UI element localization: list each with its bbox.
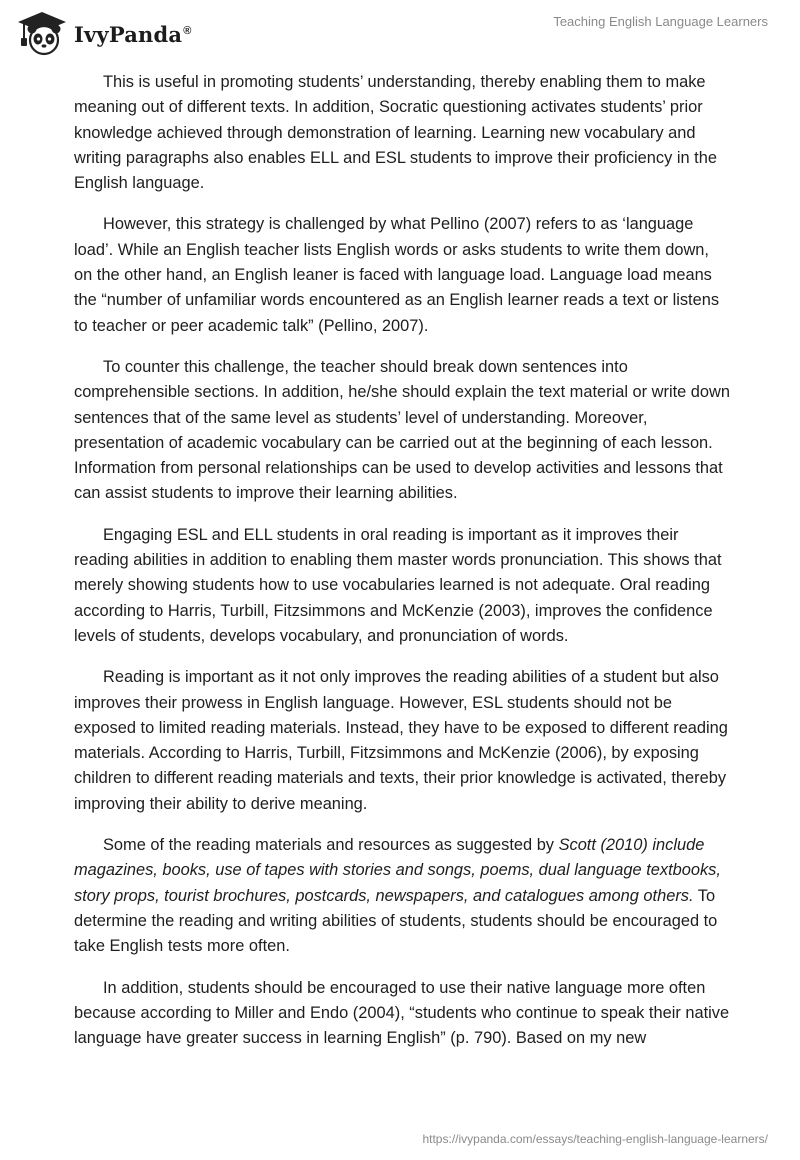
document-title: Teaching English Language Learners bbox=[553, 14, 768, 29]
essay-body bbox=[74, 70, 730, 1067]
brand-label: IvyPanda bbox=[74, 21, 183, 47]
paragraph-tail: To determine the reading and writing abilities of students, students should be encouraged to take English tests more often. bbox=[74, 886, 718, 956]
paragraph bbox=[74, 833, 730, 959]
registered-mark: ® bbox=[183, 24, 192, 37]
panda-graduation-cap-icon bbox=[14, 8, 70, 58]
paragraph-italic-citation: Scott (2010) include magazines, books, use of tapes with stories and songs, poems, dual language textbooks, story props, tourist brochures, postcards, newspapers, and catalogues among others. bbox=[74, 836, 721, 905]
paragraph: Engaging ESL and ELL students in oral reading is important as it improves their reading abilities in addition to enabling them master words pronunciation. This shows that merely showing students how to use vocabularies learned is not adequate. Oral reading according to Harris, Turbill, Fitzsimmons and McKenzie (2003), improves the confidence levels of students, develops vocabulary, and pronunciation of words. bbox=[74, 525, 722, 645]
paragraph: Reading is important as it not only improves the reading abilities of a student but also improves their prowess in English language. However, ESL students should not be exposed to limited reading materials. Instead, they have to be exposed to different reading materials. According to Harris, Turbill, Fitzsimmons and McKenzie (2006), by exposing children to different reading materials and texts, their prior knowledge is activated, thereby improving their ability to derive meaning. bbox=[74, 668, 728, 813]
brand-logo[interactable] bbox=[14, 8, 192, 58]
paragraph: To counter this challenge, the teacher should break down sentences into comprehensible sections. In addition, he/she should explain the text material or write down sentences that of the same level as students’ level of understanding. Moreover, presentation of academic vocabulary can be carried out at the beginning of each lesson. Information from personal relationships can be used to develop activities and lessons that can assist students to improve their learning abilities. bbox=[74, 357, 730, 503]
paragraph: This is useful in promoting students’ understanding, thereby enabling them to make meaning out of different texts. In addition, Socratic questioning activates students’ prior knowledge achieved through demonstration of learning. Learning new vocabulary and writing paragraphs also enables ELL and ESL students to improve their proficiency in the English language. bbox=[74, 73, 717, 193]
brand-name bbox=[74, 22, 192, 47]
paragraph-lead: Some of the reading materials and resources as suggested by bbox=[103, 836, 559, 855]
paragraph: However, this strategy is challenged by what Pellino (2007) refers to as ‘language load’. While an English teacher lists English words or asks students to write them down, on the other hand, an English leaner is faced with language load. Language load means the “number of unfamiliar words encountered as an English learner reads a text or listens to teacher or peer academic talk” (Pellino, 2007). bbox=[74, 215, 720, 335]
page-header bbox=[0, 0, 800, 60]
paragraph: In addition, students should be encouraged to use their native language more often because according to Miller and Endo (2004), “students who continue to speak their native language have greater success in learning English” (p. 790). Based on my new bbox=[74, 978, 730, 1048]
source-url[interactable]: https://ivypanda.com/essays/teaching-english-language-learners/ bbox=[422, 1132, 768, 1146]
